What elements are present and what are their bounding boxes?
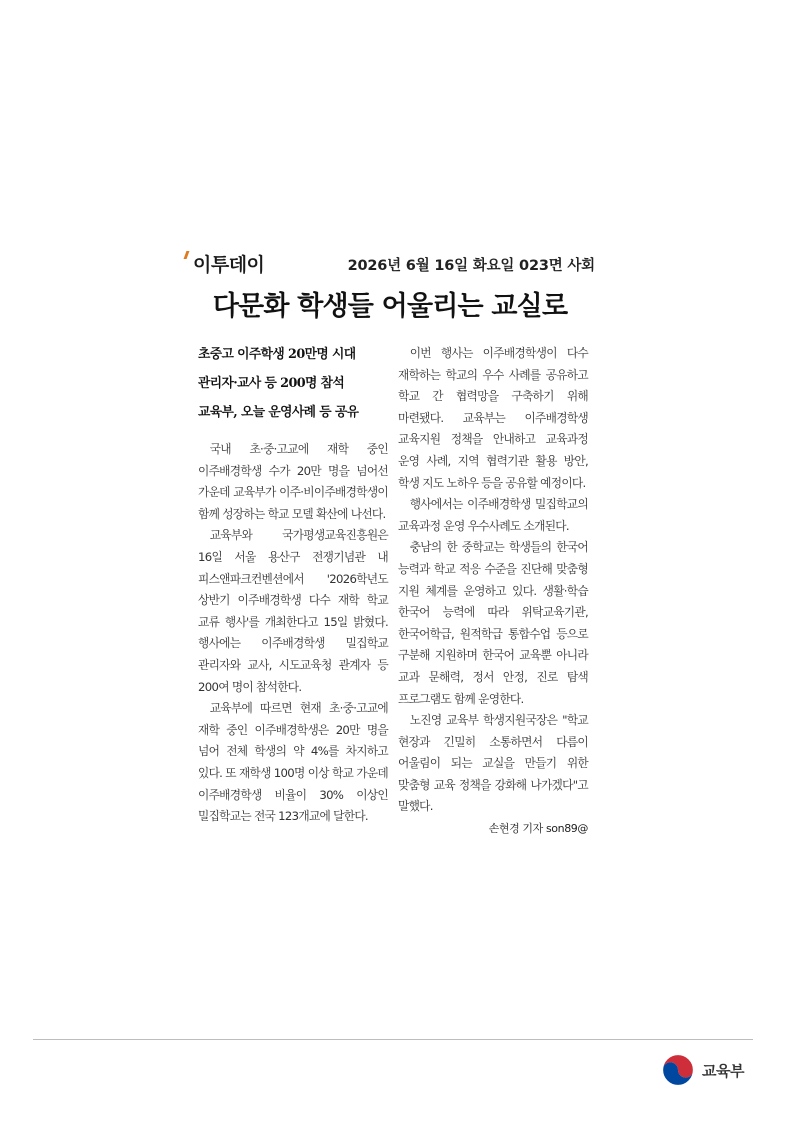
- dateline: 2026년 6월 16일 화요일 023면 사회: [347, 258, 595, 274]
- masthead: [185, 250, 595, 276]
- newspaper-logo: [185, 250, 264, 277]
- article-column-right: [398, 340, 588, 836]
- subheadline: 교육부, 오늘 운영사례 등 공유: [198, 405, 359, 420]
- subheadline: 초중고 이주학생 20만명 시대: [198, 347, 356, 362]
- ministry-logo: [660, 1050, 760, 1090]
- article-paragraph: 행사에서는 이주배경학생 밀집학교의 교육과정 운영 우수사례도 소개된다.: [398, 497, 588, 533]
- subheadline: 관리자·교사 등 200명 참석: [198, 376, 345, 391]
- ministry-name: 교육부: [702, 1062, 744, 1080]
- article-column-left: [198, 340, 388, 828]
- logo-mark-icon: [184, 251, 190, 259]
- article-paragraph: 교육부와 국가평생교육진흥원은 16일 서울 용산구 전쟁기념관 내 피스앤파크컨벤션에서 '2026학년도 상반기 이주배경학생 다수 재학 학교 교류 행사'를 개최한다고 15일 밝혔다. 행사에는 이주배경학생 밀집학교 관리자와 교사, 시도교육청 관계자 등 200여 명이 참석한다.: [198, 528, 388, 694]
- article-paragraph: 교육부에 따르면 현재 초·중·고교에 재학 중인 이주배경학생은 20만 명을 넘어 전체 학생의 약 4%를 차지하고 있다. 또 재학생 100명 이상 학교 가운데 이주배경학생 비율이 30% 이상인 밀집학교는 전국 123개교에 달한다.: [198, 701, 388, 824]
- taegeuk-emblem-icon: [660, 1052, 696, 1088]
- article-paragraph: 이번 행사는 이주배경학생이 다수 재학하는 학교의 우수 사례를 공유하고 학교 간 협력망을 구축하기 위해 마련됐다. 교육부는 이주배경학생 교육지원 정책을 안내하고 교육과정 운영 사례, 지역 협력기관 활용 방안, 학생 지도 노하우 등을 공유할 예정이다.: [398, 346, 588, 490]
- article-paragraph: 충남의 한 중학교는 학생들의 한국어 능력과 학교 적응 수준을 진단해 맞춤형 지원 체계를 운영하고 있다. 생활·학습 한국어 능력에 따라 위탁교육기관, 한국어학급, 원적학급 통합수업 등으로 구분해 지원하며 한국어 교육뿐 아니라 교과 문해력, 정서 안정, 진로 탐색 프로그램도 함께 운영한다.: [398, 540, 588, 706]
- logo-text: 이투데이: [193, 254, 265, 276]
- footer-divider: [33, 1039, 753, 1040]
- article-paragraph: 국내 초·중·고교에 재학 중인 이주배경학생 수가 20만 명을 넘어선 가운데 교육부가 이주·비이주배경학생이 함께 성장하는 학교 모델 확산에 나선다.: [198, 442, 388, 521]
- article-headline: 다문화 학생들 어울리는 교실로: [212, 291, 568, 322]
- byline: 손현경 기자 son89@: [488, 822, 588, 836]
- article-paragraph: 노진영 교육부 학생지원국장은 "학교 현장과 긴밀히 소통하면서 다름이 어울림이 되는 교실을 만들기 위한 맞춤형 교육 정책을 강화해 나가겠다"고 말했다.: [398, 713, 588, 814]
